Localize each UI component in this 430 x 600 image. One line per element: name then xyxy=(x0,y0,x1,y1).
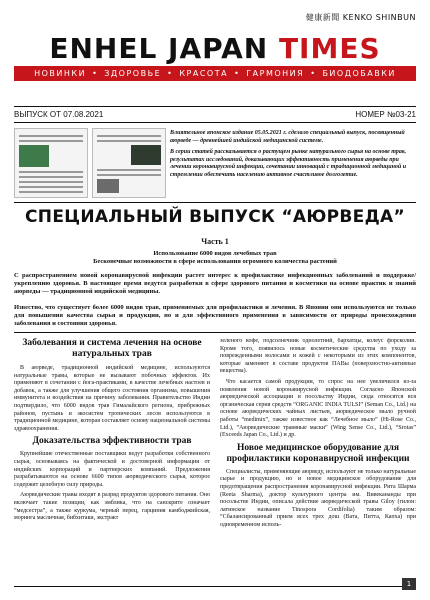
intro-block xyxy=(170,130,416,183)
column-text xyxy=(14,365,210,433)
newspaper-thumbnail xyxy=(14,128,88,198)
paragraph: Специалисты, применяющие аюрведу, используют не только натуральные сырье и продукцию, но и новое медицинское оборудование для предотвращения распространения коронавирусной инфекции. Рита Шарма (Reeta Sharma), доктор культурного центра им. Вивекананды при посольстве Индии, описала действие аюрведической травы Giloy (гилои: латинское название Tinospora Cordifolia) таким образом: “Сбалансированный прием всех трех дош (Вата, Питта, Капха) при одновременном исполь- xyxy=(220,468,416,528)
issue-date: ВЫПУСК ОТ 07.08.2021 xyxy=(14,110,104,119)
footer-divider xyxy=(14,586,404,587)
column-text xyxy=(220,338,416,440)
separator: • xyxy=(310,69,317,78)
logo-main: ENHEL JAPAN xyxy=(49,32,269,65)
subtitle-block xyxy=(0,250,430,266)
paragraph: Что касается самой продукции, то спрос на нее увеличился из-за появления новой коронавирусной инфекции. Согласно Японской аюрведической ассоциации и посольству Индии, сюда относятся вся органическая серия средств “ORGANIC INDIA TULSI” (Seman Co., Ltd.) на основе аюрведических чайных листьев, аюрведическое мыло ручной работы “medimix”, также известное как “Лечебное мыло” (Hi-Rose Co., Ltd.), “Аюрведические травяные маски” (Wing Sense Co., Ltd.), “Srotas” (Exceeds Japan Co., Ltd.) и др. xyxy=(220,378,416,439)
issue-row xyxy=(14,110,416,119)
column-text xyxy=(14,451,210,522)
paragraph: Крупнейшие отечественные поставщики ведут разработки собственного сырья, основываясь на фактической и достоверной информации от индийских корпораций и партнерских компаний. Предложения разрабатываются на основе 6600 типов аюрведического сырья, которое содержит целебную силу природы. xyxy=(14,451,210,488)
part-label: Часть 1 xyxy=(201,237,229,246)
logo-accent: TIMES xyxy=(278,32,381,65)
paragraph: Аюрведические травы входят в разряд продуктов здорового питания. Оно включает такие позиции, как эмблика, что на санскрите означает “медсестра”, а также куркума, черный перец, гарциния камбоджийская, моринга масличная, бибхитаки, экстракт xyxy=(14,492,210,522)
lead-paragraph: Известно, что существует более 6000 видов трав, применяемых для профилактики и лечения. В Японии они используются не только для повышения качества сырья и продукции, но и для эффективного применения в зависимости от природы происхождения заболевания и состояния здоровья. xyxy=(14,304,416,327)
section-label: КРАСОТА xyxy=(179,69,229,78)
section-label: ГАРМОНИЯ xyxy=(246,69,305,78)
divider xyxy=(14,106,416,107)
section-bar xyxy=(14,66,416,81)
divider xyxy=(14,202,416,203)
subtitle: Бесконечные возможности в сфере использования огромного количества растений xyxy=(93,258,337,265)
special-issue-title: СПЕЦИАЛЬНЫЙ ВЫПУСК “АЮРВЕДА” xyxy=(25,207,405,227)
lead-paragraph: С распространением новой коронавирусной инфекции растет интерес к профилактике инфекционных заболеваний и поддержке/укреплению здоровья. В настоящее время ведутся разработки в сфере здорового питания и косметики на основе практик и знаний аюрведы — традиционной индийской медицины. xyxy=(14,272,416,295)
separator: • xyxy=(234,69,241,78)
subtitle: Использование 6000 видов лечебных трав xyxy=(153,250,277,257)
right-column xyxy=(220,338,416,586)
separator: • xyxy=(167,69,174,78)
section-heading: Доказательства эффективности трав xyxy=(32,436,192,447)
intro-paragraph: Влиятельное японское издание 05.05.2021 г. сделало специальный выпуск, посвященный аюрведе — древнейшей индийской медицинской системе. xyxy=(170,130,405,144)
section-label: БИОДОБАВКИ xyxy=(322,69,396,78)
section-heading: Новое медицинское оборудование для профилактики коронавирусной инфекции xyxy=(226,442,410,464)
newspaper-thumbnail xyxy=(92,128,166,198)
separator: • xyxy=(92,69,99,78)
issue-number: НОМЕР №03-21 xyxy=(355,110,416,119)
column-text xyxy=(220,469,416,530)
masthead-tagline: 健康新聞 KENKO SHINBUN xyxy=(305,13,416,22)
section-label: ЗДОРОВЬЕ xyxy=(104,69,162,78)
section-label: НОВИНКИ xyxy=(34,69,87,78)
divider xyxy=(14,332,416,333)
newspaper-logo xyxy=(0,32,430,65)
intro-paragraph: В серии статей рассказывается о растущем рынке натурального сырья на основе трав, результатах исследований, доказывающих эффективность применения аюрведы при лечении коронавирусной инфекции, сочетании инноваций с традиционной медициной и стремлении обеспечить населению активное счастливое долголетие. xyxy=(170,149,407,178)
paragraph: зеленого кофе, подсолнечник однолетний, бархатцы, колеус форсколии. Кроме того, появилось новые косметические средства по уходу за поврежденными волосами и кожей с некоторыми из этих компонентов, которые заменяют в составе продуктов ПАВы (поверхностно-активные вещества). xyxy=(220,338,416,375)
divider xyxy=(14,122,416,123)
page-number: 1 xyxy=(402,578,416,590)
left-column xyxy=(14,338,210,586)
paragraph: В аюрведе, традиционной индийской медицине, используются натуральные травы, которые не вызывают побочных эффектов. Их применяют в сочетании с йога-практиками, в качестве лечебных настоев и добавок, а также для улучшения общего состояния организма, повышения иммунитета и воздействия на причину заболевания. Правительство Индии подтвердило, что 6000 видов трав Гималайского региона, прибрежных районов, пустынь и экосистем тропических лесов используются в традиционной медицине, которая составляет основу национальной системы здравоохранения. xyxy=(14,365,210,432)
section-heading: Заболевания и система лечения на основе натуральных трав xyxy=(22,338,202,359)
